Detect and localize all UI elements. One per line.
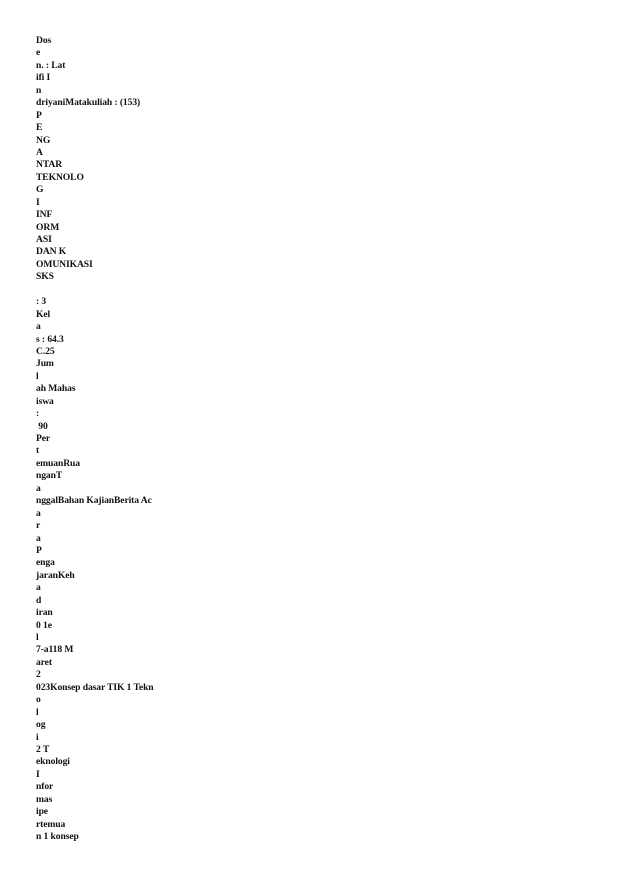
document-text-line: nfor [36,781,54,793]
document-text-line: SKS [36,271,54,283]
document-text-line: eknologi [36,756,70,768]
document-text-line: 2 [36,669,41,681]
document-text-line: a [36,507,41,519]
document-text-line: I [36,768,40,780]
document-text-line: P [36,109,42,121]
document-text-line: n [36,84,42,96]
document-text-line: NG [36,134,51,146]
document-text-line: I [36,196,40,208]
document-text-line: OMUNIKASI [36,258,93,270]
document-text-line: emuanRua [36,457,80,469]
document-text-line: 90 [36,420,48,432]
document-text-line: C.25 [36,345,55,357]
document-text-line: NTAR [36,159,63,171]
document-text-line: nggalBahan KajianBerita Ac [36,495,152,507]
document-text-line: G [36,184,44,196]
document-text-line: TEKNOLO [36,171,84,183]
document-text-line: s : 64.3 [36,333,64,345]
document-text-line: l [36,706,39,718]
document-text-line: a [36,582,41,594]
document-text-line: driyaniMatakuliah : (153) [36,97,141,109]
document-text-line: i [36,731,39,743]
document-text-line: t [36,445,40,457]
document-text-line: DAN K [36,246,67,258]
document-text-line: o [36,694,41,706]
document-text-line: : 3 [36,296,47,308]
document-text-line: r [36,520,41,532]
document-text-line: 2 T [36,743,50,755]
document-text-line: a [36,482,41,494]
document-text-line: P [36,544,42,556]
document-text-line: ORM [36,221,60,233]
document-text-line: mas [36,793,53,805]
document-text-line: ifi I [36,72,51,84]
document-text-line: ASI [36,234,52,245]
document-text-line: ah Mahas [36,383,76,395]
document-text-line: l [36,632,39,643]
document-text-line: n 1 konsep [36,831,79,842]
document-text-line: enga [36,557,55,569]
document-text-line: og [36,719,46,731]
document-text-line: e [36,47,41,59]
document-text-line: 023Konsep dasar TIK 1 Tekn [36,681,154,693]
document-text-line: n. : Lat [36,59,66,71]
document-text-line: A [36,146,43,158]
document-text-line: Per [36,433,51,444]
document-text-column [36,35,596,843]
document-text-line: l [36,370,39,382]
document-text-line: iran [36,607,53,619]
document-text-line: Dos [36,35,52,46]
document-text-line: rtemua [36,818,66,830]
document-text-line: jaranKeh [36,569,75,581]
document-text-line: iswa [36,395,54,407]
document-text-line: d [36,594,42,606]
document-text-line: Jum [36,358,54,370]
document-text-line: 7-a118 M [36,644,74,656]
document-text-line: a [36,321,41,333]
document-text-line: INF [36,209,53,221]
document-text-line [36,284,596,296]
document-text-line: a [36,532,41,544]
document-text-line: E [36,122,43,134]
document-text-line: nganT [36,470,63,482]
document-text-line: 0 1e [36,619,52,631]
document-text-line: : [36,408,40,420]
document-text-line: ipe [36,806,48,818]
document-text-line: aret [36,656,52,668]
document-text-line: Kel [36,308,51,320]
